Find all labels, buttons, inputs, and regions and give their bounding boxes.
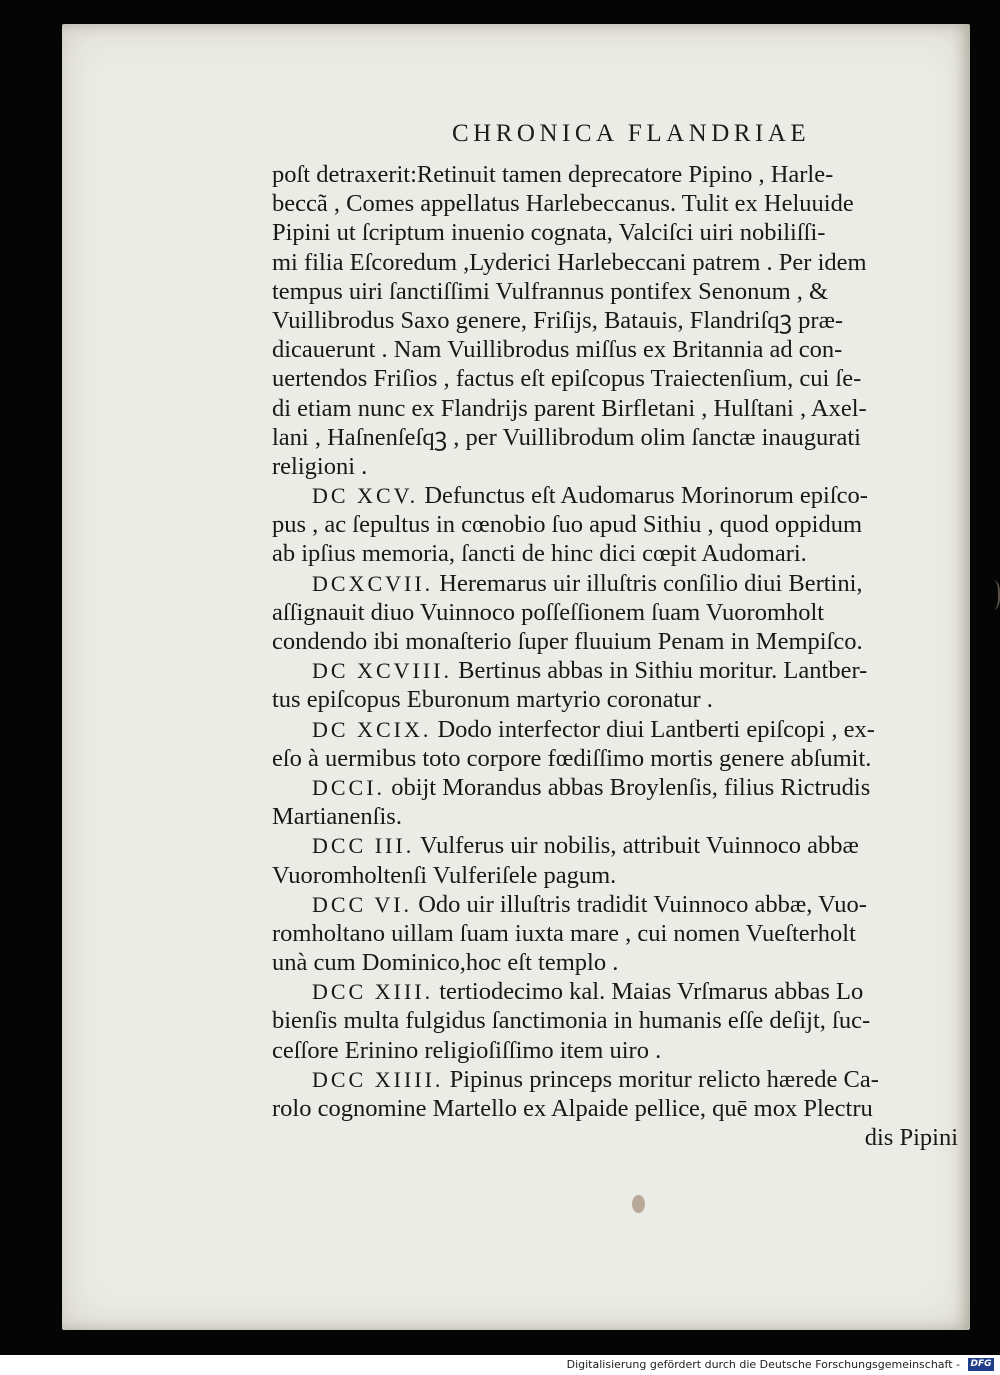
text-line <box>272 802 962 831</box>
entry-date: DCC XIIII. <box>312 1066 444 1092</box>
line-text: dicauerunt . Nam Vuillibrodus miſſus ex Britannia ad con- <box>272 336 843 364</box>
text-line <box>272 218 962 247</box>
text-line <box>272 977 962 1006</box>
footer-credit: Digitalisierung gefördert durch die Deutsche Forschungsgemeinschaft - <box>566 1358 960 1371</box>
line-text: Vulferus uir nobilis, attribuit Vuinnoco abbæ <box>419 832 859 860</box>
entry-date: DC XCV. <box>312 483 419 509</box>
text-line <box>272 831 962 860</box>
entry-date: DCCI. <box>312 774 386 800</box>
page-stain <box>632 1195 645 1213</box>
line-text: bienſis multa fulgidus ſanctimonia in humanis eſſe deſijt, ſuc- <box>272 1007 871 1035</box>
line-text: religioni . <box>272 452 368 480</box>
text-line <box>272 510 962 539</box>
line-text: rolo cognomine Martello ex Alpaide pellice, quē mox Plectru <box>272 1095 873 1122</box>
line-text: eſo à uermibus toto corpore fœdiſſimo mortis genere abſumit. <box>272 744 872 772</box>
catchword: dis Pipini <box>864 1124 958 1152</box>
text-line <box>272 861 962 890</box>
text-line <box>272 890 962 919</box>
line-text: tempus uiri ſanctiſſimi Vulfrannus pontifex Senonum , & <box>272 277 829 305</box>
entry-date: DCC XIII. <box>312 979 434 1005</box>
text-line <box>272 335 962 364</box>
line-text: Heremarus uir illuſtris conſilio diui Bertini, <box>439 569 863 597</box>
entry-date: DCXCVII. <box>312 570 434 596</box>
line-text: Pipini ut ſcriptum inuenio cognata, Valciſci uiri nobiliſſi- <box>272 219 826 247</box>
text-line <box>272 948 962 977</box>
line-text: di etiam nunc ex Flandrijs parent Birfletani , Hulſtani , Axel- <box>272 394 867 422</box>
entry-date: DCC VI. <box>312 891 413 917</box>
line-text: tertiodecimo kal. Maias Vrſmarus abbas Lo <box>439 978 864 1006</box>
text-line <box>272 306 962 335</box>
text-line <box>272 277 962 306</box>
entry-date: DC XCVIII. <box>312 658 452 684</box>
text-line <box>272 715 962 744</box>
line-text: Pipinus princeps moritur relicto hærede Ca- <box>449 1065 879 1093</box>
text-line <box>272 452 962 481</box>
line-text: Defunctus eſt Audomarus Morinorum epiſco- <box>424 482 868 510</box>
line-text: beccã , Comes appellatus Harlebeccanus. Tulit ex Heluuide <box>272 190 854 218</box>
line-text: tus epiſcopus Eburonum martyrio coronatur . <box>272 686 713 714</box>
dfg-logo: DFG <box>968 1358 994 1371</box>
page-edge-mark <box>984 580 1000 610</box>
line-text: poſt detraxerit:Retinuit tamen deprecatore Pipino , Harle- <box>272 161 834 188</box>
line-text: lani , Haſnenſeſqꝫ , per Vuillibrodum olim ſanctæ inaugurati <box>272 423 861 451</box>
text-line <box>272 656 962 685</box>
line-text: condendo ibi monaſterio ſuper fluuium Penam in Mempiſco. <box>272 628 863 655</box>
line-text: ceſſore Erinino religioſiſſimo item uiro . <box>272 1036 662 1064</box>
text-line <box>272 394 962 423</box>
footer-bar <box>0 1355 1000 1375</box>
line-text: Vuoromholtenſi Vulferiſele pagum. <box>272 861 617 889</box>
text-line <box>272 1094 962 1123</box>
body-text <box>272 160 962 1152</box>
text-line <box>272 248 962 277</box>
text-line <box>272 744 962 773</box>
text-line <box>272 598 962 627</box>
entry-date: DCC III. <box>312 833 415 859</box>
text-line <box>272 1036 962 1065</box>
line-text: obijt Morandus abbas Broylenſis, filius Rictrudis <box>391 773 871 801</box>
text-line <box>272 539 962 568</box>
line-text: aſſignauit diuo Vuinnoco poſſeſſionem ſuam Vuoromholt <box>272 598 825 626</box>
line-text: pus , ac ſepultus in cœnobio ſuo apud Sithiu , quod oppidum <box>272 511 863 539</box>
text-line <box>272 364 962 393</box>
text-line <box>272 423 962 452</box>
text-line <box>272 189 962 218</box>
line-text: Odo uir illuſtris tradidit Vuinnoco abbæ, Vuo- <box>418 890 867 918</box>
text-line <box>272 773 962 802</box>
line-text: Martianenſis. <box>272 803 402 831</box>
text-line <box>272 160 962 189</box>
entry-date: DC XCIX. <box>312 716 432 742</box>
line-text: uertendos Friſios , factus eſt epiſcopus Traiectenſium, cui ſe- <box>272 365 862 393</box>
text-line <box>272 569 962 598</box>
line-text: Bertinus abbas in Sithiu moritur. Lantber- <box>458 657 868 685</box>
text-line <box>272 919 962 948</box>
line-text: unà cum Dominico,hoc eſt templo . <box>272 949 619 977</box>
line-text: romholtano uillam ſuam iuxta mare , cui nomen Vueſterholt <box>272 919 856 947</box>
running-head: CHRONICA FLANDRIAE <box>452 120 811 147</box>
line-text: ab ipſius memoria, ſancti de hinc dici cœpit Audomari. <box>272 540 807 568</box>
text-line <box>272 481 962 510</box>
text-line <box>272 1065 962 1094</box>
line-text: Dodo interfector diui Lantberti epiſcopi , ex- <box>437 715 875 743</box>
text-line <box>272 627 962 656</box>
line-text: mi filia Eſcoredum ,Lyderici Harlebeccani patrem . Per idem <box>272 248 867 276</box>
line-text: Vuillibrodus Saxo genere, Friſijs, Batauis, Flandriſqꝫ præ- <box>272 306 844 334</box>
text-line <box>272 685 962 714</box>
text-line <box>272 1006 962 1035</box>
